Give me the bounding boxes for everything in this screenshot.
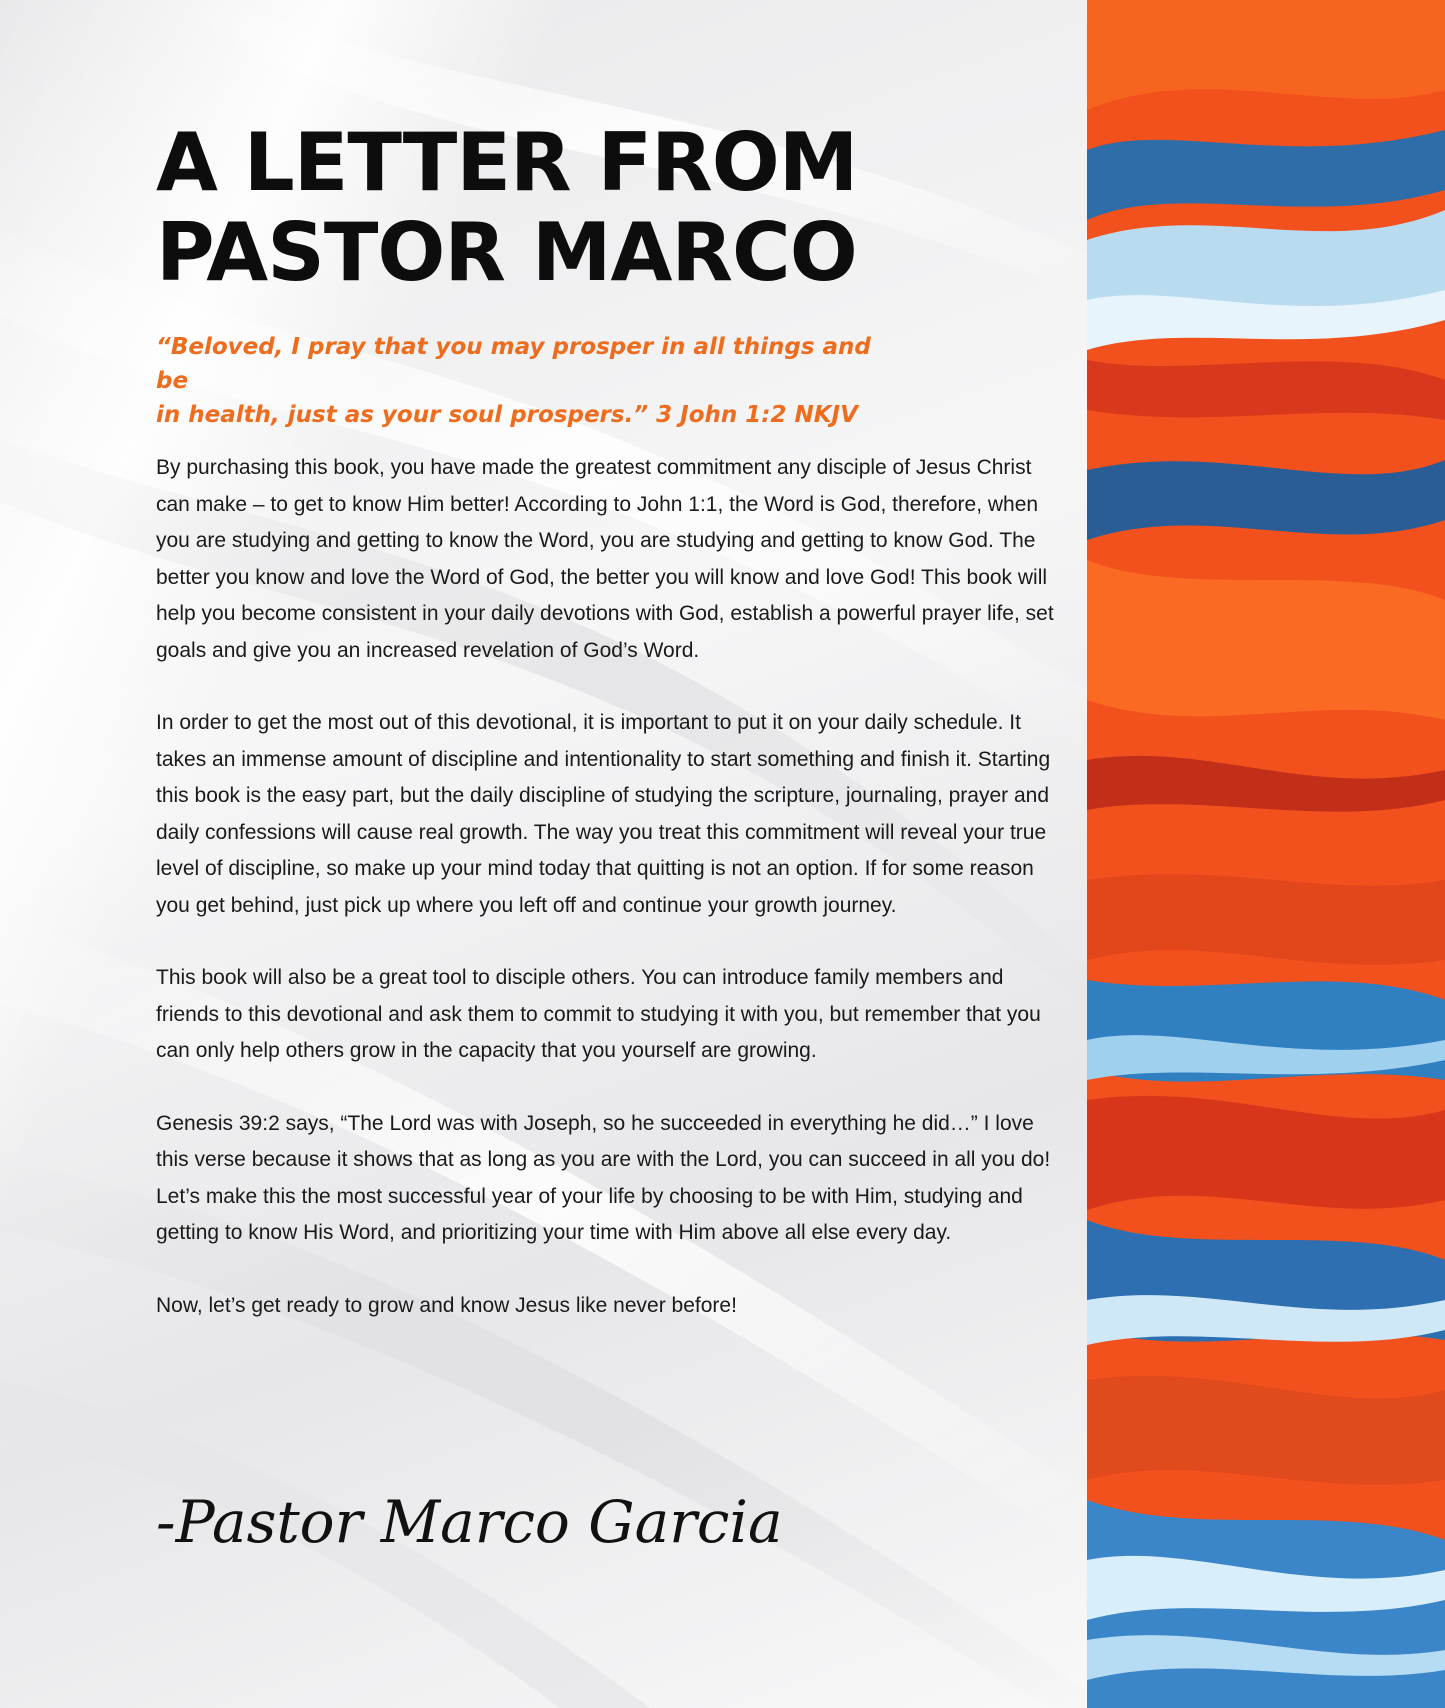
scripture-quote-line-2: in health, just as your soul prospers.” 3 John 1:2 NKJV	[156, 402, 858, 428]
abstract-art-panel	[1087, 0, 1445, 1708]
page-title-line-1: A LETTER FROM	[156, 116, 858, 209]
body-paragraph-1: By purchasing this book, you have made the greatest commitment any disciple of Jesus Christ can make – to get to know Him better! According to John 1:1, the Word is God, therefore, when you are studying and getting to know the Word, you are studying and getting to know God. The better you know and love the Word of God, the better you will know and love God! This book will help you become consistent in your daily devotions with God, establish a powerful prayer life, set goals and give you an increased revelation of God’s Word.	[156, 456, 1054, 662]
handwritten-signature	[156, 1470, 796, 1580]
scripture-quote	[156, 330, 896, 432]
body-paragraph-3: This book will also be a great tool to disciple others. You can introduce family members and friends to this devotional and ask them to commit to studying it with you, but remember that you can only help others grow in the capacity that you yourself are growing.	[156, 966, 1041, 1062]
page-title	[156, 118, 1056, 298]
signature-text: -Pastor Marco Garcia	[156, 1488, 783, 1556]
body-paragraph-4: Genesis 39:2 says, “The Lord was with Joseph, so he succeeded in everything he did…” I love this verse because it shows that as long as you are with the Lord, you can succeed in all you do! Let’s make this the most successful year of your life by choosing to be with Him, studying and getting to know His Word, and prioritizing your time with Him above all else every day.	[156, 1111, 1051, 1244]
body-paragraph-2: In order to get the most out of this devotional, it is important to put it on your daily schedule. It takes an immense amount of discipline and intentionality to start something and finish it. Starting this book is the easy part, but the daily discipline of studying the scripture, journaling, prayer and daily confessions will cause real growth. The way you treat this commitment will reveal your true level of discipline, so make up your mind today that quitting is not an option. If for some reason you get behind, just pick up where you left off and continue your growth journey.	[156, 711, 1051, 917]
abstract-paint-image	[1087, 0, 1445, 1708]
body-paragraph-5: Now, let’s get ready to grow and know Jesus like never before!	[156, 1293, 737, 1317]
letter-content	[156, 118, 1056, 1324]
page-title-line-2: PASTOR MARCO	[156, 206, 857, 299]
scripture-quote-line-1: “Beloved, I pray that you may prosper in all things and be	[156, 334, 871, 394]
